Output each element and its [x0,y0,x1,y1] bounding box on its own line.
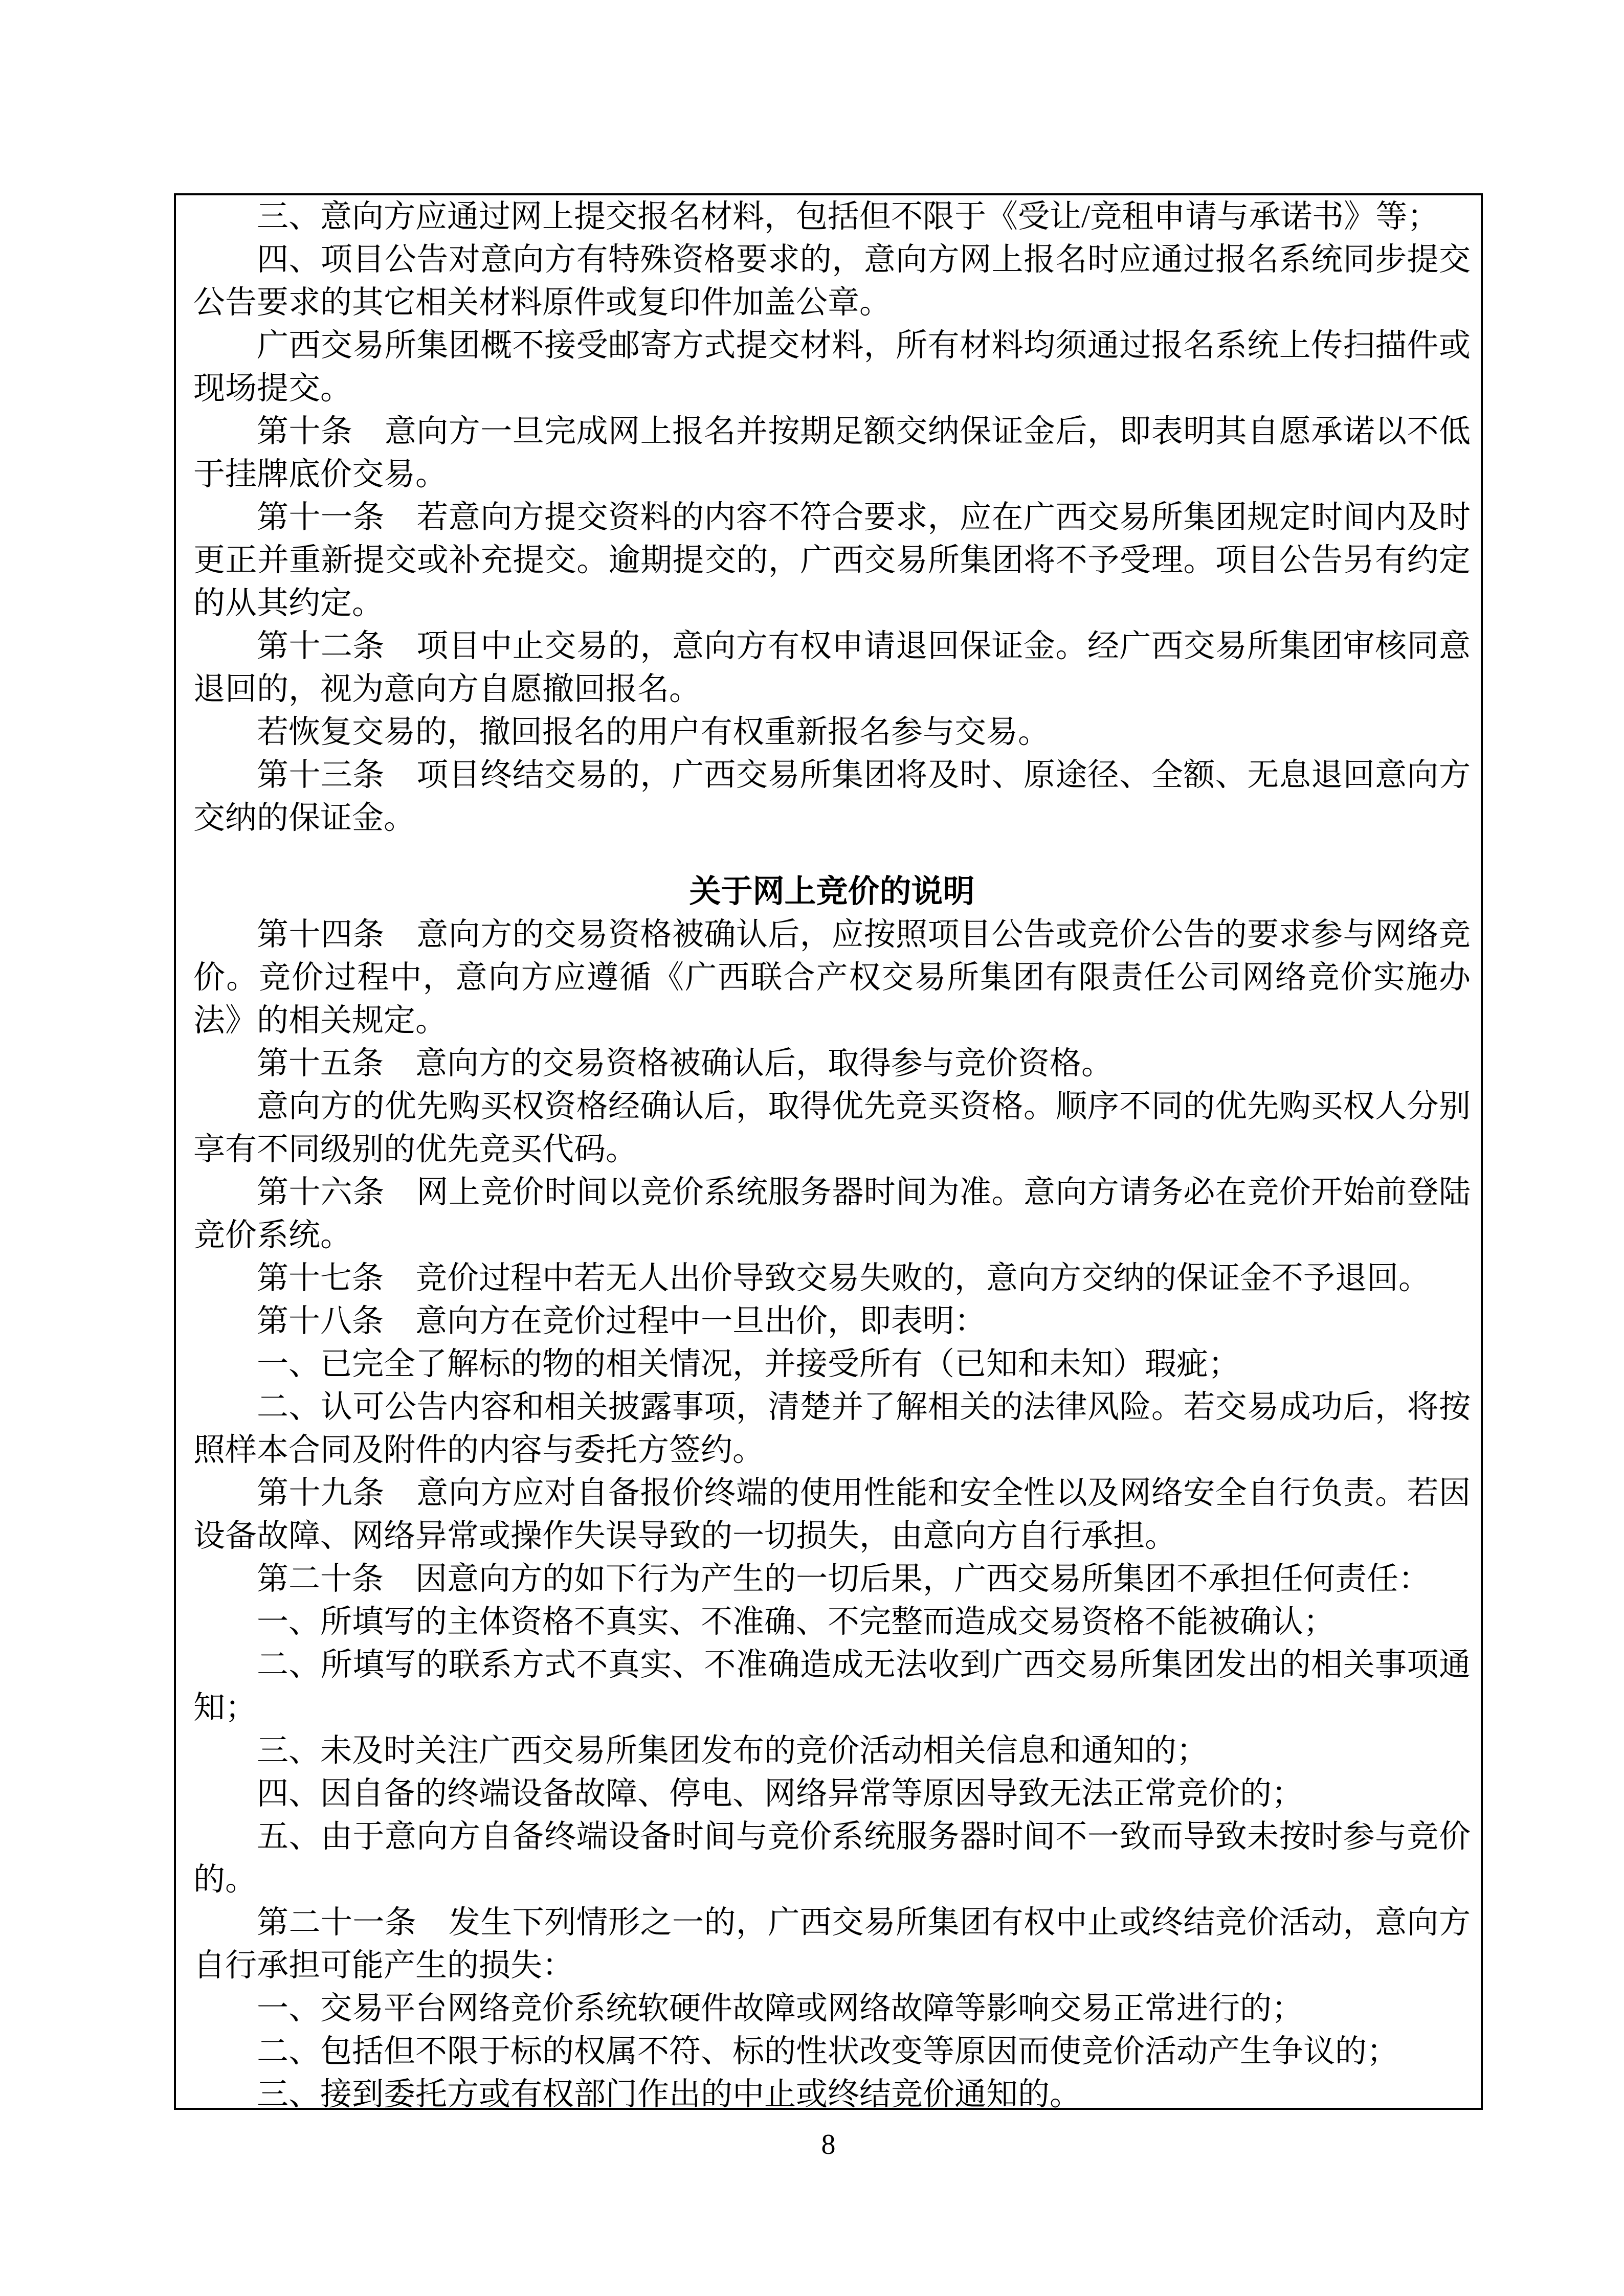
paragraph: 一、交易平台网络竞价系统软硬件故障或网络故障等影响交易正常进行的； [257,1991,1304,2026]
paragraph: 三、接到委托方或有权部门作出的中止或终结竞价通知的。 [257,2077,1082,2110]
paragraph: 一、所填写的主体资格不真实、不准确、不完整而造成交易资格不能被确认； [257,1605,1336,1639]
paragraph: 第十八条 意向方在竞价过程中一旦出价，即表明： [257,1304,987,1339]
paragraph: 五、由于意向方自备终端设备时间与竞价系统服务器时间不一致而导致未按时参与竞价的。 [193,1819,1471,1897]
paragraph: 第十六条 网上竞价时间以竞价系统服务器时间为准。意向方请务必在竞价开始前登陆竞价系统。 [193,1175,1471,1253]
paragraph: 第十一条 若意向方提交资料的内容不符合要求，应在广西交易所集团规定时间内及时更正并重新提交或补充提交。逾期提交的，广西交易所集团将不予受理。项目公告另有约定的从其约定。 [193,500,1471,621]
paragraph: 第十三条 项目终结交易的，广西交易所集团将及时、原途径、全额、无息退回意向方交纳的保证金。 [193,758,1471,836]
paragraph: 二、所填写的联系方式不真实、不准确造成无法收到广西交易所集团发出的相关事项通知； [193,1648,1471,1725]
paragraph: 第二十条 因意向方的如下行为产生的一切后果，广西交易所集团不承担任何责任： [257,1562,1431,1596]
paragraph: 广西交易所集团概不接受邮寄方式提交材料，所有材料均须通过报名系统上传扫描件或现场提交。 [193,328,1471,406]
page-number: 8 [821,2129,836,2160]
paragraph: 第十四条 意向方的交易资格被确认后，应按照项目公告或竞价公告的要求参与网络竞价。竞价过程中，意向方应遵循《广西联合产权交易所集团有限责任公司网络竞价实施办法》的相关规定。 [193,917,1471,1038]
paragraph: 第十九条 意向方应对自备报价终端的使用性能和安全性以及网络安全自行负责。若因设备故障、网络异常或操作失误导致的一切损失，由意向方自行承担。 [193,1476,1471,1554]
section-heading: 关于网上竞价的说明 [689,874,975,909]
paragraph: 一、已完全了解标的物的相关情况，并接受所有（已知和未知）瑕疵； [257,1347,1240,1382]
paragraph: 意向方的优先购买权资格经确认后，取得优先竞买资格。顺序不同的优先购买权人分别享有不同级别的优先竞买代码。 [193,1089,1471,1167]
paragraph: 第二十一条 发生下列情形之一的，广西交易所集团有权中止或终结竞价活动，意向方自行承担可能产生的损失： [193,1905,1471,1983]
paragraph: 第十五条 意向方的交易资格被确认后，取得参与竞价资格。 [257,1046,1114,1081]
document-body [193,195,1471,2110]
paragraph: 四、因自备的终端设备故障、停电、网络异常等原因导致无法正常竞价的； [257,1776,1304,1811]
paragraph: 三、未及时关注广西交易所集团发布的竞价活动相关信息和通知的； [257,1734,1209,1768]
paragraph: 第十七条 竞价过程中若无人出价导致交易失败的，意向方交纳的保证金不予退回。 [257,1261,1431,1296]
paragraph: 二、包括但不限于标的权属不符、标的性状改变等原因而使竞价活动产生争议的； [257,2034,1399,2069]
paragraph: 二、认可公告内容和相关披露事项，清楚并了解相关的法律风险。若交易成功后，将按照样本合同及附件的内容与委托方签约。 [193,1390,1471,1468]
paragraph: 三、意向方应通过网上提交报名材料，包括但不限于《受让/竞租申请与承诺书》等； [257,199,1439,234]
paragraph: 四、项目公告对意向方有特殊资格要求的，意向方网上报名时应通过报名系统同步提交公告要求的其它相关材料原件或复印件加盖公章。 [193,242,1471,320]
document-frame [174,193,1483,2110]
paragraph: 若恢复交易的，撤回报名的用户有权重新报名参与交易。 [257,715,1050,750]
paragraph: 第十条 意向方一旦完成网上报名并按期足额交纳保证金后，即表明其自愿承诺以不低于挂牌底价交易。 [193,414,1471,492]
paragraph: 第十二条 项目中止交易的，意向方有权申请退回保证金。经广西交易所集团审核同意退回的，视为意向方自愿撤回报名。 [193,629,1471,707]
